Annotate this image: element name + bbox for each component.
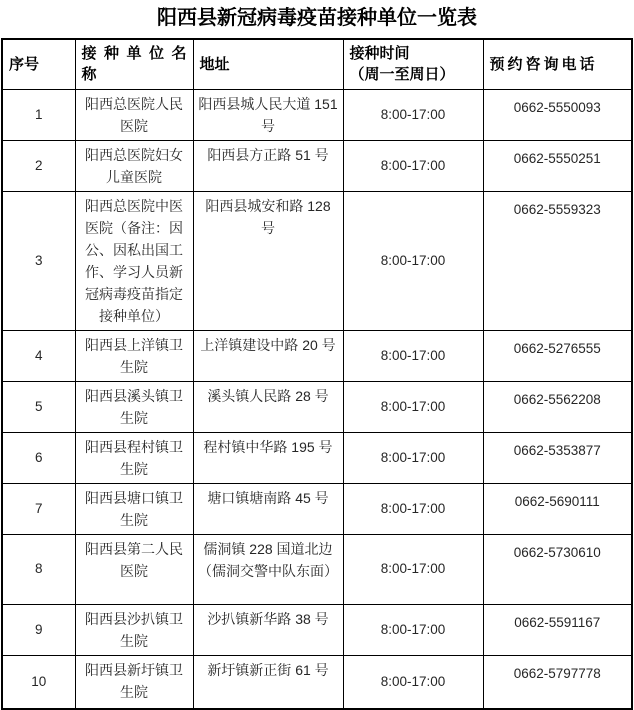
page-title: 阳西县新冠病毒疫苗接种单位一览表 <box>157 7 477 29</box>
table-row <box>2 191 632 330</box>
cell-unit-name: 阳西县塘口镇卫生院 <box>75 483 193 534</box>
cell-phone: 0662-5353877 <box>483 432 632 483</box>
cell-unit-name: 阳西总医院妇女儿童医院 <box>75 140 193 191</box>
col-header-phone-label: 预约咨询电话 <box>489 55 598 73</box>
table-row <box>2 483 632 534</box>
cell-phone: 0662-5730610 <box>483 534 632 604</box>
col-header-time-line2: （周一至周日） <box>349 66 455 84</box>
cell-address: 阳西县城人民大道 151 号 <box>193 89 343 140</box>
col-header-phone <box>483 39 632 89</box>
cell-time: 8:00-17:00 <box>343 432 483 483</box>
table-row <box>2 432 632 483</box>
col-header-unit-name-line2: 称 <box>81 66 97 84</box>
cell-address: 新圩镇新正街 61 号 <box>193 655 343 709</box>
cell-address: 沙扒镇新华路 38 号 <box>193 604 343 655</box>
col-header-unit-name <box>75 39 193 89</box>
cell-time: 8:00-17:00 <box>343 140 483 191</box>
cell-phone: 0662-5591167 <box>483 604 632 655</box>
cell-phone: 0662-5797778 <box>483 655 632 709</box>
cell-time: 8:00-17:00 <box>343 483 483 534</box>
vaccination-units-table <box>1 38 633 710</box>
cell-seq: 10 <box>2 655 75 709</box>
cell-unit-name: 阳西县程村镇卫生院 <box>75 432 193 483</box>
cell-address: 儒洞镇 228 国道北边（儒洞交警中队东面） <box>193 534 343 604</box>
cell-seq: 1 <box>2 89 75 140</box>
cell-seq: 8 <box>2 534 75 604</box>
cell-time: 8:00-17:00 <box>343 330 483 381</box>
cell-unit-name: 阳西县新圩镇卫生院 <box>75 655 193 709</box>
cell-unit-name: 阳西县第二人民医院 <box>75 534 193 604</box>
cell-unit-name: 阳西县溪头镇卫生院 <box>75 381 193 432</box>
col-header-seq-label: 序号 <box>9 55 40 73</box>
cell-unit-name: 阳西县沙扒镇卫生院 <box>75 604 193 655</box>
cell-phone: 0662-5550093 <box>483 89 632 140</box>
table-row <box>2 89 632 140</box>
cell-unit-name: 阳西总医院中医医院（备注：因公、因私出国工作、学习人员新冠病毒疫苗指定接种单位） <box>75 191 193 330</box>
table-row <box>2 604 632 655</box>
table-row <box>2 140 632 191</box>
table-row <box>2 534 632 604</box>
cell-unit-name: 阳西县上洋镇卫生院 <box>75 330 193 381</box>
cell-phone: 0662-5550251 <box>483 140 632 191</box>
cell-seq: 9 <box>2 604 75 655</box>
cell-address: 塘口镇塘南路 45 号 <box>193 483 343 534</box>
cell-time: 8:00-17:00 <box>343 381 483 432</box>
cell-address: 上洋镇建设中路 20 号 <box>193 330 343 381</box>
table-body <box>2 89 632 709</box>
col-header-unit-name-line1: 接种单位名 <box>81 45 187 63</box>
col-header-address-label: 地址 <box>199 55 230 73</box>
cell-seq: 5 <box>2 381 75 432</box>
cell-phone: 0662-5690111 <box>483 483 632 534</box>
col-header-seq <box>2 39 75 89</box>
cell-seq: 7 <box>2 483 75 534</box>
cell-time: 8:00-17:00 <box>343 191 483 330</box>
cell-seq: 4 <box>2 330 75 381</box>
col-header-time <box>343 39 483 89</box>
cell-address: 阳西县城安和路 128 号 <box>193 191 343 330</box>
cell-address: 阳西县方正路 51 号 <box>193 140 343 191</box>
table-row <box>2 655 632 709</box>
table-row <box>2 330 632 381</box>
cell-seq: 2 <box>2 140 75 191</box>
cell-time: 8:00-17:00 <box>343 534 483 604</box>
cell-time: 8:00-17:00 <box>343 89 483 140</box>
cell-phone: 0662-5562208 <box>483 381 632 432</box>
col-header-address <box>193 39 343 89</box>
table-row <box>2 381 632 432</box>
col-header-time-line1: 接种时间 <box>349 45 410 63</box>
cell-seq: 6 <box>2 432 75 483</box>
table-header-row <box>2 39 632 89</box>
cell-seq: 3 <box>2 191 75 330</box>
cell-unit-name: 阳西总医院人民医院 <box>75 89 193 140</box>
cell-time: 8:00-17:00 <box>343 604 483 655</box>
cell-phone: 0662-5559323 <box>483 191 632 330</box>
cell-address: 程村镇中华路 195 号 <box>193 432 343 483</box>
cell-address: 溪头镇人民路 28 号 <box>193 381 343 432</box>
cell-time: 8:00-17:00 <box>343 655 483 709</box>
cell-phone: 0662-5276555 <box>483 330 632 381</box>
